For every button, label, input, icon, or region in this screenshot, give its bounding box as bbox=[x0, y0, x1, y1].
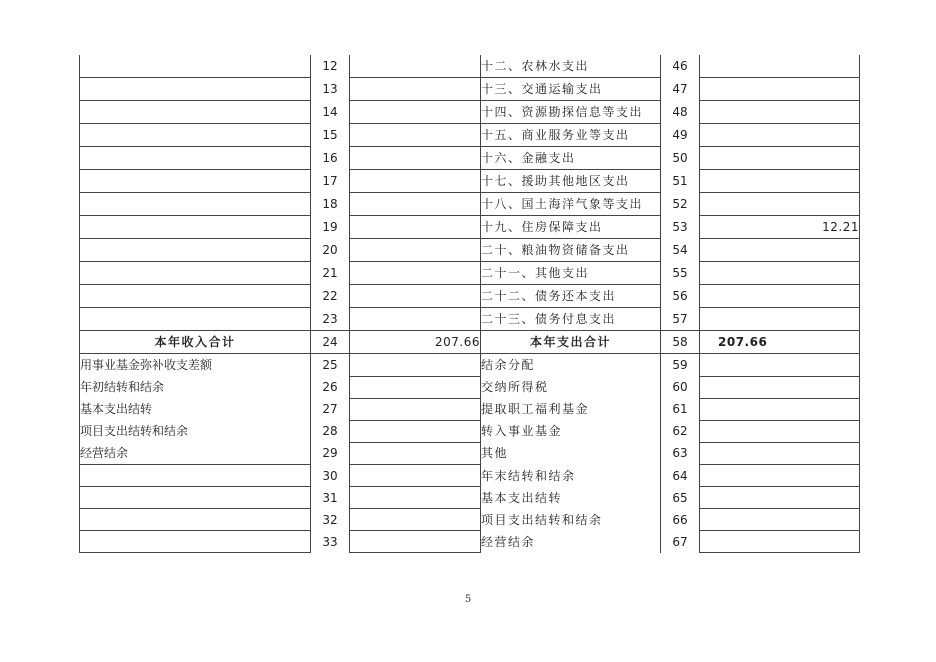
expense-row-number: 48 bbox=[661, 101, 700, 124]
income-name-cell bbox=[80, 78, 311, 101]
income-value-cell bbox=[350, 285, 481, 308]
income-value-cell bbox=[350, 262, 481, 285]
income-value-cell bbox=[350, 354, 481, 377]
income-row-number: 31 bbox=[311, 487, 350, 509]
expense-name-cell: 十六、金融支出 bbox=[481, 147, 661, 170]
expense-name-cell: 十七、援助其他地区支出 bbox=[481, 170, 661, 193]
income-row-number: 19 bbox=[311, 216, 350, 239]
income-row-number: 18 bbox=[311, 193, 350, 216]
expense-name-cell: 基本支出结转 bbox=[481, 487, 661, 509]
income-name-cell bbox=[80, 285, 311, 308]
expense-value-cell bbox=[700, 101, 860, 124]
expense-name-cell: 十二、农林水支出 bbox=[481, 55, 661, 78]
expense-name-cell: 交纳所得税 bbox=[481, 376, 661, 398]
expense-value-cell bbox=[700, 398, 860, 420]
table-row bbox=[80, 308, 860, 331]
expense-row-number: 47 bbox=[661, 78, 700, 101]
expense-value-cell bbox=[700, 285, 860, 308]
income-value-cell bbox=[350, 531, 481, 553]
income-value-cell bbox=[350, 216, 481, 239]
table-row bbox=[80, 465, 860, 487]
income-name-cell: 年初结转和结余 bbox=[80, 376, 311, 398]
income-value-cell bbox=[350, 170, 481, 193]
expense-row-number: 53 bbox=[661, 216, 700, 239]
income-name-cell: 经营结余 bbox=[80, 442, 311, 465]
table-row bbox=[80, 193, 860, 216]
income-value-cell bbox=[350, 193, 481, 216]
expense-row-number: 62 bbox=[661, 420, 700, 442]
table-row bbox=[80, 487, 860, 509]
income-name-cell bbox=[80, 216, 311, 239]
income-name-cell: 基本支出结转 bbox=[80, 398, 311, 420]
budget-table bbox=[79, 55, 860, 553]
table-row bbox=[80, 78, 860, 101]
expense-name-cell: 提取职工福利基金 bbox=[481, 398, 661, 420]
page-number: 5 bbox=[464, 594, 472, 605]
income-value-cell bbox=[350, 124, 481, 147]
expense-row-number: 55 bbox=[661, 262, 700, 285]
table-row bbox=[80, 354, 860, 377]
expense-row-number: 50 bbox=[661, 147, 700, 170]
expense-value-cell bbox=[700, 354, 860, 377]
income-value-cell bbox=[350, 78, 481, 101]
table-row bbox=[80, 216, 860, 239]
expense-row-number: 46 bbox=[661, 55, 700, 78]
income-total-label: 本年收入合计 bbox=[80, 331, 311, 354]
income-name-cell bbox=[80, 487, 311, 509]
table-row bbox=[80, 147, 860, 170]
income-value-cell bbox=[350, 398, 481, 420]
expense-row-number: 64 bbox=[661, 465, 700, 487]
expense-value-cell bbox=[700, 55, 860, 78]
expense-name-cell: 其他 bbox=[481, 442, 661, 465]
expense-value-cell bbox=[700, 193, 860, 216]
expense-value-cell bbox=[700, 509, 860, 531]
expense-total-label: 本年支出合计 bbox=[481, 331, 661, 354]
totals-row bbox=[80, 331, 860, 354]
expense-row-number: 59 bbox=[661, 354, 700, 377]
table-row bbox=[80, 124, 860, 147]
expense-value-cell bbox=[700, 124, 860, 147]
expense-name-cell: 转入事业基金 bbox=[481, 420, 661, 442]
income-row-number: 32 bbox=[311, 509, 350, 531]
income-value-cell bbox=[350, 442, 481, 465]
income-row-number: 33 bbox=[311, 531, 350, 553]
income-name-cell bbox=[80, 509, 311, 531]
expense-name-cell: 年末结转和结余 bbox=[481, 465, 661, 487]
table-row bbox=[80, 170, 860, 193]
income-row-number: 25 bbox=[311, 354, 350, 377]
expense-row-number: 67 bbox=[661, 531, 700, 553]
income-row-number: 17 bbox=[311, 170, 350, 193]
expense-row-number: 65 bbox=[661, 487, 700, 509]
expense-value-cell bbox=[700, 239, 860, 262]
expense-row-number: 54 bbox=[661, 239, 700, 262]
income-name-cell bbox=[80, 465, 311, 487]
income-name-cell bbox=[80, 531, 311, 553]
expense-name-cell: 项目支出结转和结余 bbox=[481, 509, 661, 531]
expense-name-cell: 二十二、债务还本支出 bbox=[481, 285, 661, 308]
income-row-number: 23 bbox=[311, 308, 350, 331]
table-row bbox=[80, 285, 860, 308]
expense-name-cell: 二十、粮油物资储备支出 bbox=[481, 239, 661, 262]
expense-value-cell bbox=[700, 465, 860, 487]
expense-value-cell: 12.21 bbox=[700, 216, 860, 239]
expense-value-cell bbox=[700, 420, 860, 442]
table-row bbox=[80, 509, 860, 531]
expense-value-cell bbox=[700, 170, 860, 193]
income-total-number: 24 bbox=[311, 331, 350, 354]
income-name-cell: 用事业基金弥补收支差额 bbox=[80, 354, 311, 377]
table-row bbox=[80, 376, 860, 398]
table-row bbox=[80, 398, 860, 420]
expense-value-cell bbox=[700, 376, 860, 398]
income-name-cell: 项目支出结转和结余 bbox=[80, 420, 311, 442]
expense-row-number: 49 bbox=[661, 124, 700, 147]
expense-row-number: 66 bbox=[661, 509, 700, 531]
income-name-cell bbox=[80, 239, 311, 262]
expense-total-value: 207.66 bbox=[700, 331, 860, 354]
expense-name-cell: 二十三、债务付息支出 bbox=[481, 308, 661, 331]
income-value-cell bbox=[350, 509, 481, 531]
expense-name-cell: 十三、交通运输支出 bbox=[481, 78, 661, 101]
table-row bbox=[80, 531, 860, 553]
income-row-number: 21 bbox=[311, 262, 350, 285]
income-name-cell bbox=[80, 262, 311, 285]
income-value-cell bbox=[350, 420, 481, 442]
expense-name-cell: 十八、国土海洋气象等支出 bbox=[481, 193, 661, 216]
income-row-number: 27 bbox=[311, 398, 350, 420]
income-row-number: 28 bbox=[311, 420, 350, 442]
expense-row-number: 63 bbox=[661, 442, 700, 465]
income-value-cell bbox=[350, 101, 481, 124]
income-row-number: 22 bbox=[311, 285, 350, 308]
table-row bbox=[80, 101, 860, 124]
expense-value-cell bbox=[700, 78, 860, 101]
income-value-cell bbox=[350, 487, 481, 509]
income-name-cell bbox=[80, 308, 311, 331]
income-row-number: 26 bbox=[311, 376, 350, 398]
expense-row-number: 56 bbox=[661, 285, 700, 308]
expense-value-cell bbox=[700, 442, 860, 465]
table-row bbox=[80, 239, 860, 262]
table-row bbox=[80, 262, 860, 285]
income-row-number: 15 bbox=[311, 124, 350, 147]
expense-name-cell: 二十一、其他支出 bbox=[481, 262, 661, 285]
expense-row-number: 52 bbox=[661, 193, 700, 216]
income-name-cell bbox=[80, 124, 311, 147]
table-row bbox=[80, 55, 860, 78]
table-row bbox=[80, 442, 860, 465]
income-row-number: 20 bbox=[311, 239, 350, 262]
expense-name-cell: 结余分配 bbox=[481, 354, 661, 377]
income-row-number: 14 bbox=[311, 101, 350, 124]
income-value-cell bbox=[350, 239, 481, 262]
income-name-cell bbox=[80, 147, 311, 170]
income-value-cell bbox=[350, 147, 481, 170]
expense-name-cell: 十九、住房保障支出 bbox=[481, 216, 661, 239]
expense-row-number: 57 bbox=[661, 308, 700, 331]
expense-row-number: 61 bbox=[661, 398, 700, 420]
expense-name-cell: 十五、商业服务业等支出 bbox=[481, 124, 661, 147]
income-value-cell bbox=[350, 55, 481, 78]
income-value-cell bbox=[350, 308, 481, 331]
expense-row-number: 60 bbox=[661, 376, 700, 398]
income-value-cell bbox=[350, 465, 481, 487]
expense-name-cell: 十四、资源勘探信息等支出 bbox=[481, 101, 661, 124]
expense-total-number: 58 bbox=[661, 331, 700, 354]
income-name-cell bbox=[80, 55, 311, 78]
income-row-number: 16 bbox=[311, 147, 350, 170]
income-row-number: 12 bbox=[311, 55, 350, 78]
income-value-cell bbox=[350, 376, 481, 398]
expense-value-cell bbox=[700, 531, 860, 553]
expense-value-cell bbox=[700, 308, 860, 331]
table-row bbox=[80, 420, 860, 442]
expense-name-cell: 经营结余 bbox=[481, 531, 661, 553]
income-name-cell bbox=[80, 101, 311, 124]
income-row-number: 13 bbox=[311, 78, 350, 101]
expense-value-cell bbox=[700, 487, 860, 509]
expense-value-cell bbox=[700, 262, 860, 285]
income-name-cell bbox=[80, 170, 311, 193]
income-row-number: 29 bbox=[311, 442, 350, 465]
income-total-value: 207.66 bbox=[350, 331, 481, 354]
income-row-number: 30 bbox=[311, 465, 350, 487]
expense-row-number: 51 bbox=[661, 170, 700, 193]
expense-value-cell bbox=[700, 147, 860, 170]
income-name-cell bbox=[80, 193, 311, 216]
